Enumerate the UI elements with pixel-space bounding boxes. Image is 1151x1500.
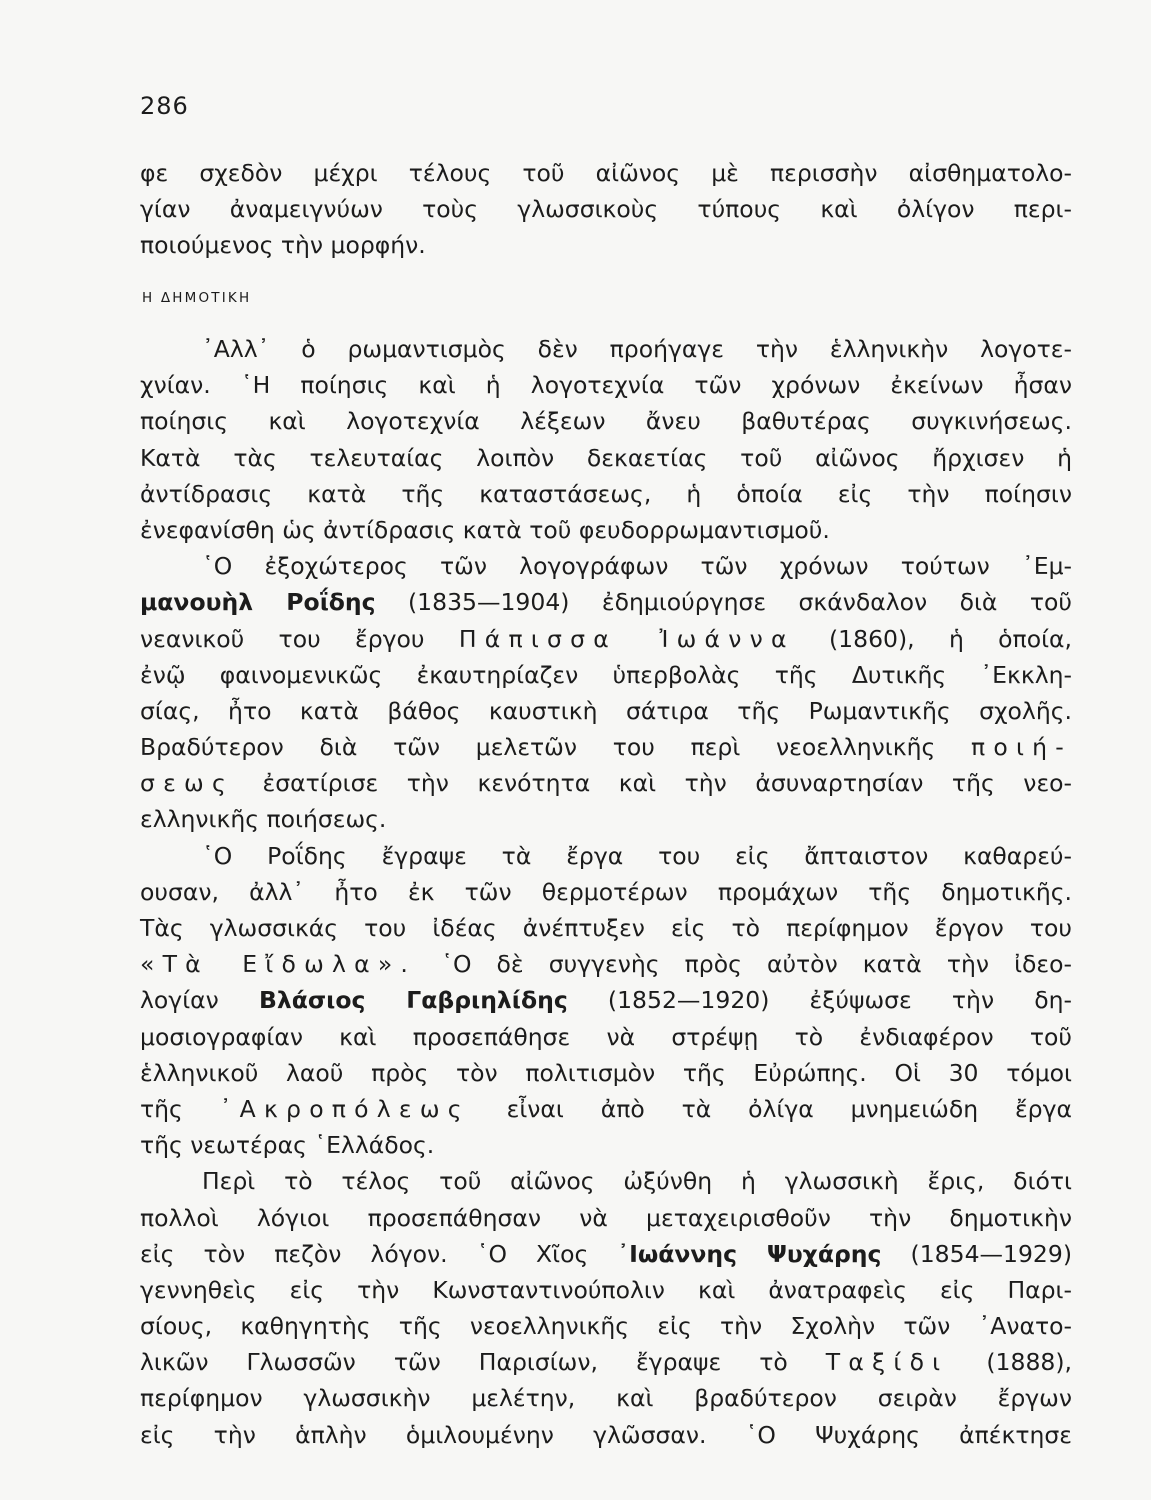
text-line: Κατὰ τὰς τελευταίας λοιπὸν δεκαετίας τοῦ αἰῶνος ἤρχισεν ἡ (140, 443, 1072, 472)
text-line: σίους, καθηγητὴς τῆς νεοελληνικῆς εἰς τὴν Σχολὴν τῶν ᾽Ανατο- (140, 1312, 1072, 1341)
text-line: ἐνεφανίσθη ὡς ἀντίδρασις κατὰ τοῦ φευδορρωμαντισμοῦ. (140, 515, 830, 544)
work-title-taxidi: Ταξίδι (825, 1348, 949, 1377)
text-line: λικῶν Γλωσσῶν τῶν Παρισίων, ἔγραψε τὸ Ταξίδι (1888), (140, 1348, 1072, 1377)
text-line: Περὶ τὸ τέλος τοῦ αἰῶνος ὠξύνθη ἡ γλωσσικὴ ἔρις, διότι (202, 1167, 1072, 1196)
text-line: ἐνῷ φαινομενικῶς ἐκαυτηρίαζεν ὑπερβολὰς τῆς Δυτικῆς ᾽Εκκλη- (140, 660, 1072, 689)
text-line: φε σχεδὸν μέχρι τέλους τοῦ αἰῶνος μὲ περισσὴν αἰσθηματολο- (140, 159, 1072, 187)
text-line: χνίαν. ῾Η ποίησις καὶ ἡ λογοτεχνία τῶν χρόνων ἐκείνων ἦσαν (140, 371, 1072, 400)
text-line: ἀντίδρασις κατὰ τῆς καταστάσεως, ἡ ὁποία εἰς τὴν ποίησιν (140, 479, 1072, 508)
paragraph-continued (140, 155, 1072, 264)
text-line: τῆς νεωτέρας ῾Ελλάδος. (140, 1131, 435, 1160)
author-name-gavriilidis: Βλάσιος Γαβριηλίδης (258, 986, 568, 1015)
text-line: ποιούμενος τὴν μορφήν. (140, 231, 426, 260)
text-line: εἰς τὸν πεζὸν λόγον. ῾Ο Χῖος ᾽Ιωάννης Ψυχάρης (1854—1929) (140, 1239, 1073, 1268)
text-line: γεννηθεὶς εἰς τὴν Κωνσταντινούπολιν καὶ ἀνατραφεὶς εἰς Παρι- (140, 1275, 1072, 1304)
text-line: περίφημον γλωσσικὴν μελέτην, καὶ βραδύτερον σειρὰν ἔργων (140, 1384, 1072, 1413)
text-line: Βραδύτερον διὰ τῶν μελετῶν του περὶ νεοελληνικῆς ποιή- (140, 733, 1072, 762)
author-name-psycharis: ᾽Ιωάννης Ψυχάρης (617, 1239, 882, 1268)
text-line: λογίαν Βλάσιος Γαβριηλίδης (1852—1920) ἐξύψωσε τὴν δη- (140, 986, 1072, 1015)
text-line: ῾Ο Ροΐδης ἔγραψε τὰ ἔργα του εἰς ἄπταιστον καθαρεύ- (202, 841, 1072, 870)
text-line: νεανικοῦ του ἔργου Πάπισσα Ἰωάννα (1860), ἡ ὁποία, (140, 624, 1072, 653)
text-line: σίας, ἦτο κατὰ βάθος καυστικὴ σάτιρα τῆς Ρωμαντικῆς σχολῆς. (140, 696, 1072, 725)
text-line: Τὰς γλωσσικάς του ἰδέας ἀνέπτυξεν εἰς τὸ περίφημον ἔργον του (140, 914, 1072, 942)
text-line: σεως ἐσατίρισε τὴν κενότητα καὶ τὴν ἀσυναρτησίαν τῆς νεο- (140, 769, 1072, 798)
work-title-akropolis: ᾽Ακροπόλεως (219, 1094, 470, 1123)
text-line: ῾Ο ἐξοχώτερος τῶν λογογράφων τῶν χρόνων τούτων ᾽Εμ- (202, 552, 1072, 581)
text-line: ουσαν, ἀλλ᾽ ἦτο ἐκ τῶν θερμοτέρων προμάχων τῆς δημοτικῆς. (140, 877, 1072, 906)
author-name-roidis: μανουὴλ Ροΐδης (140, 588, 376, 617)
text-line: τῆς ᾽Ακροπόλεως εἶναι ἀπὸ τὰ ὀλίγα μνημειώδη ἔργα (140, 1094, 1072, 1123)
text-line: μανουὴλ Ροΐδης (1835—1904) ἐδημιούργησε σκάνδαλον διὰ τοῦ (140, 588, 1072, 617)
text-line: ἑλληνικοῦ λαοῦ πρὸς τὸν πολιτισμὸν τῆς Εὐρώπης. Οἱ 30 τόμοι (140, 1058, 1072, 1087)
page-number: 286 (140, 92, 189, 120)
text-line: γίαν ἀναμειγνύων τοὺς γλωσσικοὺς τύπους καὶ ὀλίγον περι- (140, 195, 1072, 224)
work-title-papissa: Πάπισσα Ἰωάννα (458, 624, 795, 653)
section-heading: Η ΔΗΜΟΤΙΚΗ (142, 290, 252, 306)
text-line: εἰς τὴν ἁπλὴν ὁμιλουμένην γλῶσσαν. ῾Ο Ψυχάρης ἀπέκτησε (140, 1420, 1072, 1449)
text-line: πολλοὶ λόγιοι προσεπάθησαν νὰ μεταχειρισθοῦν τὴν δημοτικὴν (140, 1203, 1072, 1232)
text-line: ποίησις καὶ λογοτεχνία λέξεων ἄνευ βαθυτέρας συγκινήσεως. (140, 407, 1072, 436)
text-line: ᾽Αλλ᾽ ὁ ρωμαντισμὸς δὲν προήγαγε τὴν ἑλληνικὴν λογοτε- (202, 335, 1072, 363)
work-title-eidola: «Τὰ Εἴδωλα». (140, 950, 417, 979)
text-line: μοσιογραφίαν καὶ προσεπάθησε νὰ στρέψῃ τὸ ἐνδιαφέρον τοῦ (140, 1022, 1072, 1051)
text-line: «Τὰ Εἴδωλα». ῾Ο δὲ συγγενὴς πρὸς αὐτὸν κατὰ τὴν ἰδεο- (140, 950, 1072, 979)
text-line: ελληνικῆς ποιήσεως. (140, 805, 387, 834)
main-text (140, 331, 1072, 1453)
